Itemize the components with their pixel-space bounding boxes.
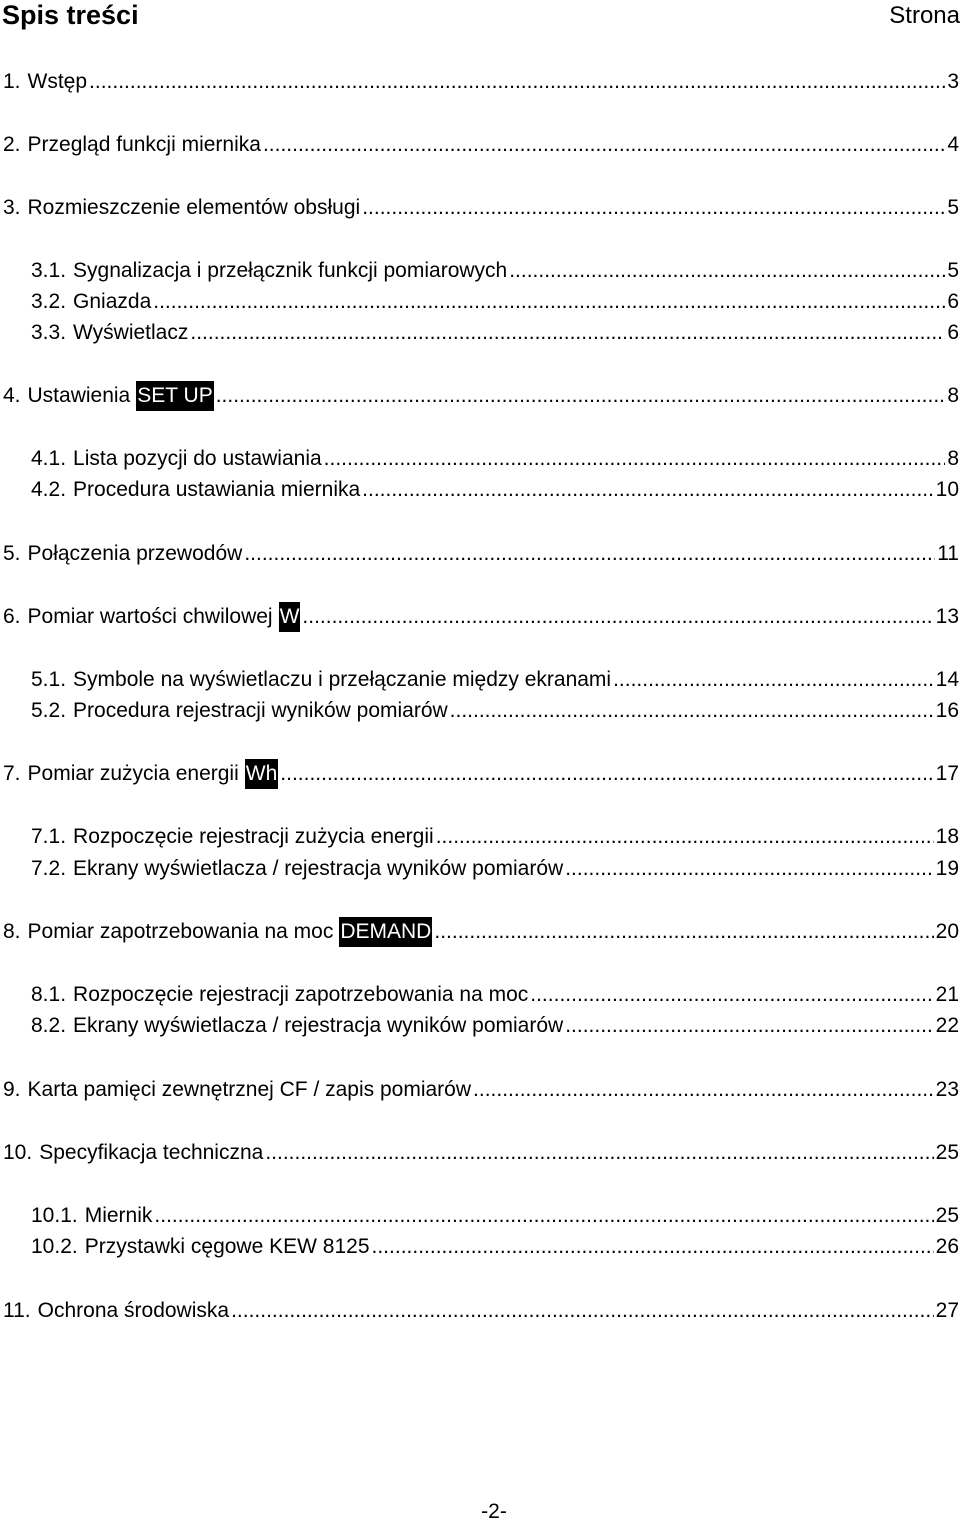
toc-entry-number: 8.1. (31, 983, 67, 1006)
toc-entry-page-number: 8 (947, 384, 959, 407)
toc-entry-page-number: 18 (935, 825, 959, 848)
toc-entry-title: Procedura rejestracji wyników pomiarów (73, 699, 448, 722)
toc-dot-leader (434, 917, 933, 947)
toc-entry-number: 4. (3, 384, 21, 407)
toc-entry[interactable] (0, 1201, 960, 1231)
toc-dot-leader (436, 822, 934, 852)
toc-entry-title: Pomiar zużycia energii (27, 762, 239, 785)
toc-entry-title: Gniazda (73, 290, 152, 313)
toc-entry[interactable] (0, 444, 960, 474)
toc-entry-page-number: 16 (935, 699, 959, 722)
toc-entry-title: Ekrany wyświetlacza / rejestracja wyników pomiarów (73, 857, 564, 880)
toc-dot-leader (450, 696, 934, 726)
toc-entry-number: 7.2. (31, 857, 67, 880)
toc-dot-leader (153, 287, 945, 317)
toc-entry[interactable] (0, 256, 960, 286)
toc-entry-title: Wstęp (27, 70, 88, 93)
toc-dot-leader (565, 1011, 933, 1041)
toc-entry-number: 4.2. (31, 478, 67, 501)
toc-entry-number: 3.2. (31, 290, 67, 313)
toc-dot-leader (613, 665, 934, 695)
toc-entry-number: 3. (3, 196, 21, 219)
toc-entry-page-number: 26 (935, 1235, 959, 1258)
toc-entry-page-number: 21 (935, 983, 959, 1006)
toc-entry-title: Ustawienia (27, 384, 131, 407)
toc-entry-title: Symbole na wyświetlaczu i przełączanie między ekranami (73, 668, 612, 691)
toc-entry-title: Miernik (84, 1204, 153, 1227)
toc-dot-leader (280, 759, 933, 789)
toc-entry-title: Specyfikacja techniczna (39, 1141, 264, 1164)
toc-entry-page-number: 20 (935, 920, 959, 943)
toc-entry-page-number: 27 (935, 1299, 959, 1322)
toc-entry[interactable] (0, 287, 960, 317)
toc-dot-leader (302, 602, 933, 632)
toc-entry-highlighted-term: Wh (245, 759, 279, 789)
toc-entry[interactable] (0, 980, 960, 1010)
toc-dot-leader (473, 1075, 934, 1105)
toc-entry-title: Połączenia przewodów (27, 542, 243, 565)
toc-entry-number: 3.1. (31, 259, 67, 282)
toc-entry[interactable] (0, 1138, 960, 1168)
toc-entry-number: 10.1. (31, 1204, 78, 1227)
toc-dot-leader (216, 381, 946, 411)
toc-entry[interactable] (0, 1075, 960, 1105)
toc-entry-number: 1. (3, 70, 21, 93)
toc-entry[interactable] (0, 1232, 960, 1262)
toc-entry-page-number: 17 (935, 762, 959, 785)
toc-entry-page-number: 5 (947, 259, 959, 282)
toc-entry-page-number: 25 (935, 1204, 959, 1227)
toc-entry-title: Rozmieszczenie elementów obsługi (27, 196, 361, 219)
toc-entry-page-number: 6 (947, 290, 959, 313)
toc-entry[interactable] (0, 602, 960, 632)
toc-dot-leader (565, 854, 933, 884)
toc-entry-title: Przegląd funkcji miernika (27, 133, 261, 156)
toc-entry[interactable] (0, 1011, 960, 1041)
toc-entry-number: 6. (3, 605, 21, 628)
toc-entry[interactable] (0, 822, 960, 852)
toc-entry[interactable] (0, 193, 960, 223)
toc-entry-title: Pomiar wartości chwilowej (27, 605, 273, 628)
toc-entry-title: Procedura ustawiania miernika (73, 478, 361, 501)
toc-entry[interactable] (0, 539, 960, 569)
toc-entry[interactable] (0, 696, 960, 726)
toc-entry-number: 10.2. (31, 1235, 78, 1258)
toc-entry-highlighted-term: DEMAND (339, 917, 432, 947)
toc-entry-title: Wyświetlacz (73, 321, 189, 344)
toc-entry-page-number: 5 (947, 196, 959, 219)
toc-entry-number: 4.1. (31, 447, 67, 470)
toc-entry-number: 10. (3, 1141, 33, 1164)
toc-entry-number: 8.2. (31, 1014, 67, 1037)
toc-dot-leader (190, 318, 945, 348)
toc-entry-page-number: 11 (937, 542, 959, 565)
toc-entry-highlighted-term: SET UP (136, 381, 213, 411)
page-title: Spis treści (2, 0, 139, 30)
toc-entry-title: Karta pamięci zewnętrznej CF / zapis pomiarów (27, 1078, 472, 1101)
toc-entry-page-number: 19 (935, 857, 959, 880)
toc-entry-number: 8. (3, 920, 21, 943)
toc-entry-title: Sygnalizacja i przełącznik funkcji pomiarowych (73, 259, 508, 282)
toc-entry-number: 5. (3, 542, 21, 565)
toc-entry-page-number: 13 (935, 605, 959, 628)
toc-dot-leader (362, 193, 945, 223)
toc-entry[interactable] (0, 381, 960, 411)
toc-dot-leader (372, 1232, 934, 1262)
toc-entry-page-number: 6 (947, 321, 959, 344)
toc-entry-page-number: 4 (947, 133, 959, 156)
toc-entry-number: 2. (3, 133, 21, 156)
toc-dot-leader (509, 256, 945, 286)
toc-entry-page-number: 10 (935, 478, 959, 501)
toc-dot-leader (231, 1296, 934, 1326)
toc-entry-page-number: 3 (947, 70, 959, 93)
toc-entry-title: Rozpoczęcie rejestracji zapotrzebowania na moc (73, 983, 529, 1006)
toc-entry[interactable] (0, 130, 960, 160)
toc-entry[interactable] (0, 917, 960, 947)
page-footer-number: -2- (481, 1500, 507, 1523)
toc-dot-leader (362, 475, 933, 505)
toc-entry-title: Ochrona środowiska (37, 1299, 230, 1322)
toc-entry[interactable] (0, 318, 960, 348)
toc-dot-leader (324, 444, 946, 474)
toc-dot-leader (263, 130, 945, 160)
toc-entry-number: 3.3. (31, 321, 67, 344)
toc-entry-number: 7. (3, 762, 21, 785)
toc-entry[interactable] (0, 854, 960, 884)
toc-entry-page-number: 25 (935, 1141, 959, 1164)
toc-dot-leader (265, 1138, 933, 1168)
toc-entry-highlighted-term: W (279, 602, 301, 632)
toc-entry[interactable] (0, 1296, 960, 1326)
toc-entry-number: 5.2. (31, 699, 67, 722)
toc-entry-page-number: 8 (947, 447, 959, 470)
toc-dot-leader (530, 980, 933, 1010)
toc-entry-title: Lista pozycji do ustawiania (73, 447, 322, 470)
toc-entry-title: Ekrany wyświetlacza / rejestracja wyników pomiarów (73, 1014, 564, 1037)
toc-entry[interactable] (0, 759, 960, 789)
toc-entry-page-number: 14 (935, 668, 959, 691)
toc-entry-number: 9. (3, 1078, 21, 1101)
toc-entry[interactable] (0, 665, 960, 695)
toc-entry[interactable] (0, 67, 960, 97)
toc-entry[interactable] (0, 475, 960, 505)
toc-entry-page-number: 23 (935, 1078, 959, 1101)
toc-dot-leader (244, 539, 935, 569)
toc-dot-leader (154, 1201, 933, 1231)
toc-entry-number: 5.1. (31, 668, 67, 691)
toc-entry-title: Pomiar zapotrzebowania na moc (27, 920, 334, 943)
toc-entry-page-number: 22 (935, 1014, 959, 1037)
toc-entry-title: Rozpoczęcie rejestracji zużycia energii (73, 825, 434, 848)
page-column-label: Strona (889, 2, 960, 29)
toc-entry-title: Przystawki cęgowe KEW 8125 (84, 1235, 370, 1258)
toc-entry-number: 7.1. (31, 825, 67, 848)
toc-entry-number: 11. (3, 1299, 31, 1322)
toc-dot-leader (89, 67, 945, 97)
